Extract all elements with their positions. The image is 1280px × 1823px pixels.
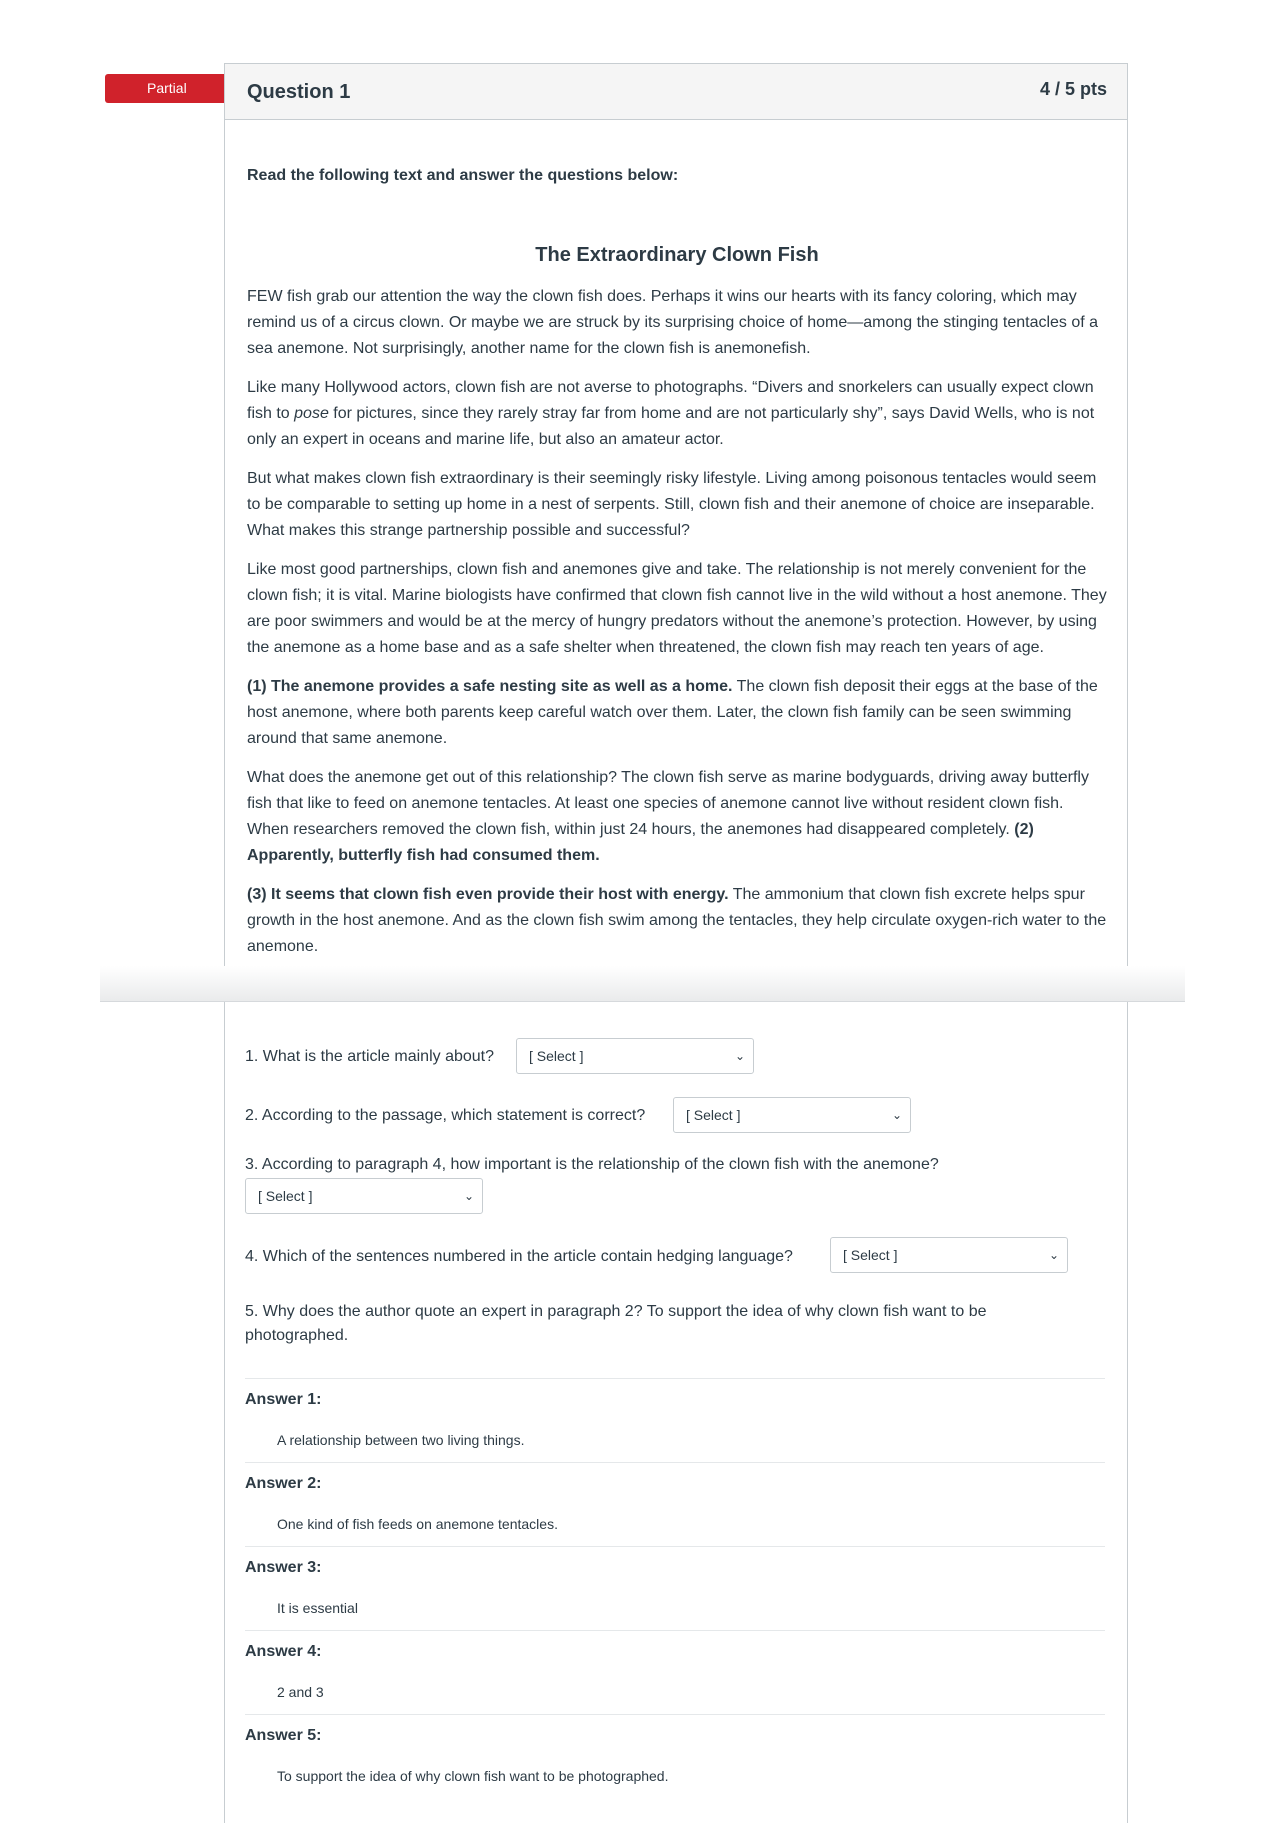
- question-title: Question 1: [247, 81, 351, 103]
- paragraph-5: (1) The anemone provides a safe nesting site as well as a home. The clown fish deposit their eggs at the base of the host anemone, where both parents keep careful watch over them. Later, the clown fish family can be seen swimming around that same anemone.: [247, 678, 1098, 747]
- question-2-select[interactable]: [ Select ] ⌄: [673, 1097, 911, 1133]
- page-break-line: [100, 1001, 1185, 1002]
- answer-2: Answer 2: One kind of fish feeds on anemone tentacles.: [245, 1462, 1105, 1546]
- answer-1: Answer 1: A relationship between two living things.: [245, 1378, 1105, 1462]
- question-4-select[interactable]: [ Select ] ⌄: [830, 1237, 1068, 1273]
- question-2-text: 2. According to the passage, which statement is correct?: [245, 1107, 646, 1124]
- chevron-down-icon: ⌄: [1048, 1248, 1059, 1262]
- answer-5: Answer 5: To support the idea of why clown fish want to be photographed.: [245, 1714, 1105, 1798]
- question-1-select[interactable]: [ Select ] ⌄: [516, 1038, 754, 1074]
- article-body: [247, 284, 1107, 973]
- paragraph-4: Like most good partnerships, clown fish and anemones give and take. The relationship is not merely convenient for the clown fish; it is vital. Marine biologists have confirmed that clown fish cannot live in the wild without a host anemone. They are poor swimmers and would be at the mercy of hungry predators without the anemone’s protection. However, by using the anemone as a home base and as a safe shelter when threatened, the clown fish may reach ten years of age.: [247, 561, 1107, 656]
- page-break-band: [100, 966, 1185, 1002]
- instructions: Read the following text and answer the questions below:: [247, 167, 679, 184]
- chevron-down-icon: ⌄: [734, 1049, 745, 1063]
- question-points: 4 / 5 pts: [1039, 79, 1107, 99]
- answer-4: Answer 4: 2 and 3: [245, 1630, 1105, 1714]
- answer-3: Answer 3: It is essential: [245, 1546, 1105, 1630]
- article-title: The Extraordinary Clown Fish: [535, 244, 819, 266]
- status-badge: Partial: [105, 74, 228, 103]
- question-3-text: 3. According to paragraph 4, how important is the relationship of the clown fish with the anemone?: [245, 1156, 939, 1173]
- question-header: [225, 64, 1127, 120]
- paragraph-2: Like many Hollywood actors, clown fish are not averse to photographs. “Divers and snorkelers can usually expect clown fish to pose for pictures, since they rarely stray far from home and are not particularly shy”, says David Wells, who is not only an expert in oceans and marine life, but also an amateur actor.: [247, 379, 1095, 448]
- answer-list: [245, 1378, 1105, 1798]
- question-5-text: 5. Why does the author quote an expert in paragraph 2? To support the idea of why clown fish want to be photographed.: [245, 1303, 987, 1344]
- chevron-down-icon: ⌄: [463, 1189, 474, 1203]
- paragraph-7: (3) It seems that clown fish even provide their host with energy. The ammonium that clown fish excrete helps spur growth in the host anemone. And as the clown fish swim among the tentacles, they help circulate oxygen-rich water to the anemone.: [247, 886, 1107, 955]
- question-3-select[interactable]: [ Select ] ⌄: [245, 1178, 483, 1214]
- paragraph-6: What does the anemone get out of this relationship? The clown fish serve as marine bodyguards, driving away butterfly fish that like to feed on anemone tentacles. At least one species of anemone cannot live without resident clown fish. When researchers removed the clown fish, within just 24 hours, the anemones had disappeared completely. (2) Apparently, butterfly fish had consumed them.: [247, 769, 1089, 864]
- paragraph-1: FEW fish grab our attention the way the clown fish does. Perhaps it wins our hearts with its fancy coloring, which may remind us of a circus clown. Or maybe we are struck by its surprising choice of home—among the stinging tentacles of a sea anemone. Not surprisingly, another name for the clown fish is anemonefish.: [247, 288, 1099, 357]
- question-4-text: 4. Which of the sentences numbered in the article contain hedging language?: [245, 1248, 793, 1265]
- paragraph-3: But what makes clown fish extraordinary is their seemingly risky lifestyle. Living among poisonous tentacles would seem to be comparable to setting up home in a nest of serpents. Still, clown fish and their anemone of choice are inseparable. What makes this strange partnership possible and successful?: [247, 470, 1097, 539]
- question-1-text: 1. What is the article mainly about?: [245, 1048, 495, 1065]
- chevron-down-icon: ⌄: [891, 1108, 902, 1122]
